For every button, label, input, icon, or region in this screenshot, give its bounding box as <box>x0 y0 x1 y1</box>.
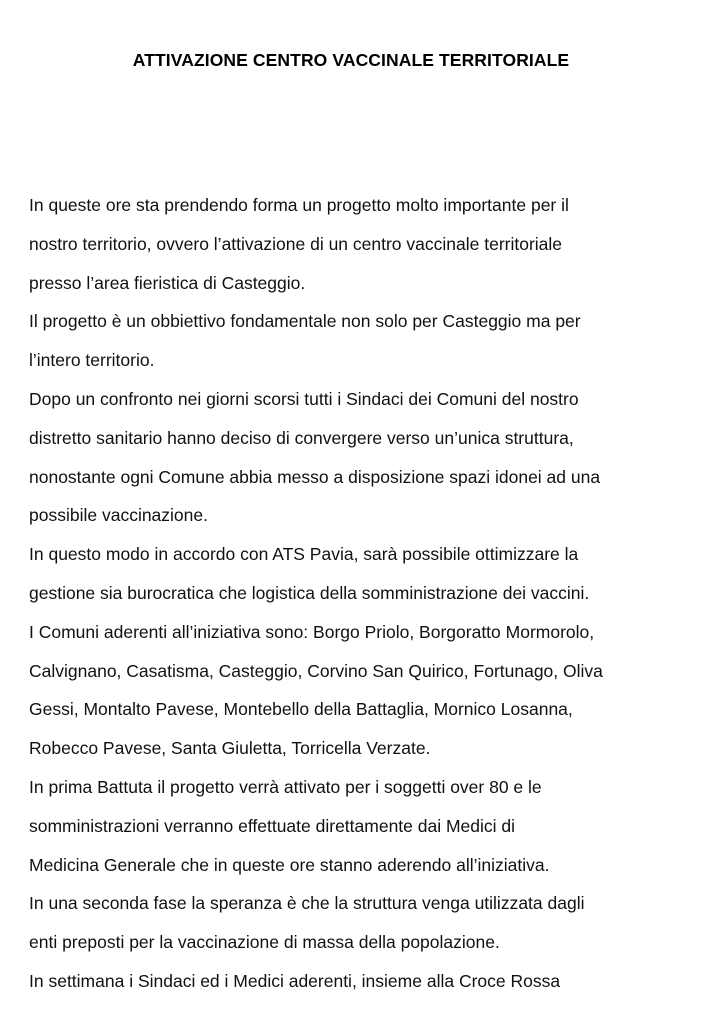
body-line: possibile vaccinazione. <box>29 505 208 526</box>
document-title: ATTIVAZIONE CENTRO VACCINALE TERRITORIALE <box>132 50 570 70</box>
body-line: Gessi, Montalto Pavese, Montebello della Battaglia, Mornico Losanna, <box>29 699 573 720</box>
body-line: l’intero territorio. <box>29 350 155 371</box>
body-line: In questo modo in accordo con ATS Pavia, sarà possibile ottimizzare la <box>29 544 579 565</box>
body-line: distretto sanitario hanno deciso di convergere verso un’unica struttura, <box>29 427 574 448</box>
body-line: Medicina Generale che in queste ore stanno aderendo all’iniziativa. <box>29 854 550 875</box>
body-line: gestione sia burocratica che logistica della somministrazione dei vaccini. <box>29 582 590 603</box>
body-line: Dopo un confronto nei giorni scorsi tutti i Sindaci dei Comuni del nostro <box>29 388 579 409</box>
body-line: somministrazioni verranno effettuate direttamente dai Medici di <box>29 815 516 836</box>
body-line: Robecco Pavese, Santa Giuletta, Torricella Verzate. <box>29 738 431 759</box>
body-line: nonostante ogni Comune abbia messo a disposizione spazi idonei ad una <box>29 466 601 487</box>
body-line: In settimana i Sindaci ed i Medici aderenti, insieme alla Croce Rossa <box>29 970 561 991</box>
body-line: Calvignano, Casatisma, Casteggio, Corvino San Quirico, Fortunago, Oliva <box>29 660 603 681</box>
body-line: I Comuni aderenti all’iniziativa sono: Borgo Priolo, Borgoratto Mormorolo, <box>29 621 595 642</box>
body-line: Il progetto è un obbiettivo fondamentale non solo per Casteggio ma per <box>29 311 581 332</box>
body-line: In una seconda fase la speranza è che la struttura venga utilizzata dagli <box>29 893 585 914</box>
body-line: In prima Battuta il progetto verrà attivato per i soggetti over 80 e le <box>29 776 542 797</box>
document-body <box>29 186 679 1001</box>
body-line: enti preposti per la vaccinazione di massa della popolazione. <box>29 932 500 953</box>
body-line: In queste ore sta prendendo forma un progetto molto importante per il <box>29 195 569 215</box>
body-line: presso l’area fieristica di Casteggio. <box>29 272 306 293</box>
body-line: nostro territorio, ovvero l’attivazione di un centro vaccinale territoriale <box>29 233 563 254</box>
